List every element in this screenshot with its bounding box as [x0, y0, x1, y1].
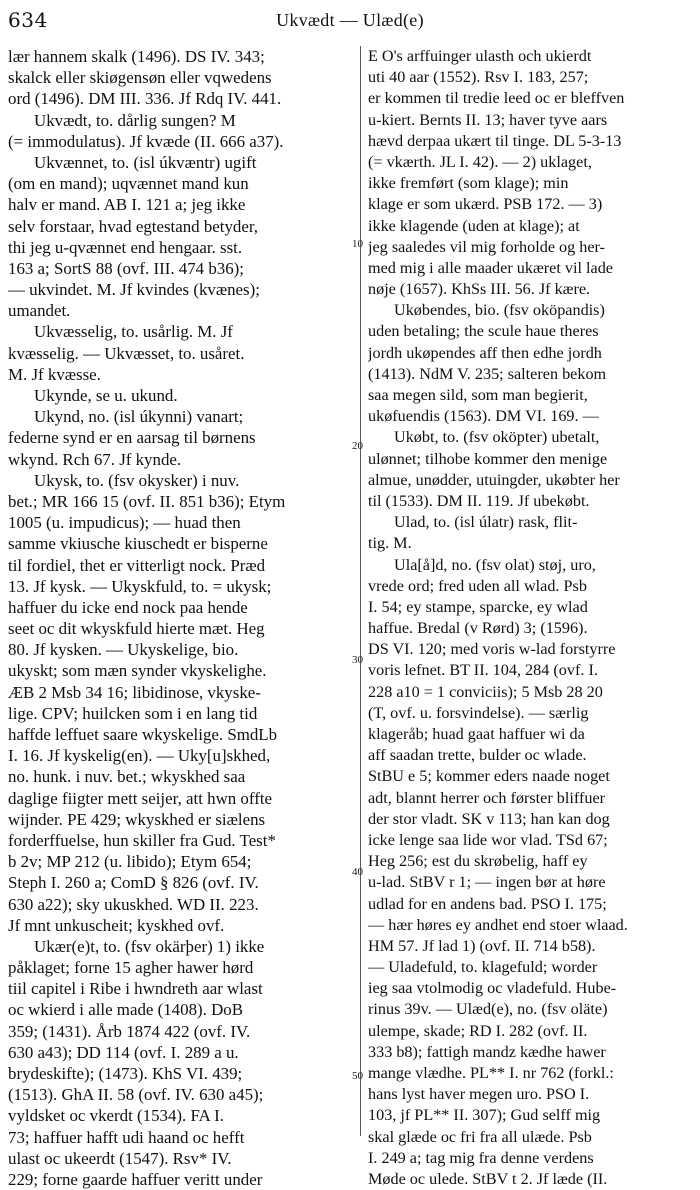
right-column [368, 46, 690, 1190]
text-line: Heg 256; est du skrøbelig, haff ey [368, 852, 588, 871]
text-line: tig. M. [368, 534, 412, 553]
text-line: Ukvæsselig, to. usårlig. M. Jf [34, 322, 233, 342]
text-line: skal glæde oc fri fra all ulæde. Psb [368, 1127, 592, 1146]
text-line: I. 249 a; tag mig fra denne verdens [368, 1148, 594, 1167]
text-line: Steph I. 260 a; ComD § 826 (ovf. IV. [8, 873, 259, 893]
text-line: 359; (1431). Årb 1874 422 (ovf. IV. [8, 1021, 251, 1041]
text-line: klageråb; huad gaat haffuer wi da [368, 725, 585, 743]
text-line: ÆB 2 Msb 34 16; libidinose, vkyske- [8, 682, 261, 702]
text-line: (= vkærth. JL I. 42). — 2) uklaget, [368, 152, 592, 171]
text-line: (= immodulatus). Jf kvæde (II. 666 a37). [8, 131, 284, 151]
text-line: Ukvænnet, to. (isl úkvæntr) ugift [34, 152, 257, 172]
text-line: samme vkiusche kiuschedt er bisperne [8, 534, 268, 554]
page-header [8, 4, 692, 40]
text-line: 333 b8); fattigh mandz kædhe hawer [368, 1042, 606, 1061]
text-line: med mig i alle maader ukæret vil lade [368, 258, 613, 277]
text-line: 163 a; SortS 88 (ovf. III. 474 b36); [8, 258, 244, 278]
text-line: uti 40 aar (1552). Rsv I. 183, 257; [368, 68, 589, 87]
text-line: ulønnet; tilhobe kommer den menige [368, 449, 608, 468]
text-line: vyldsket oc vkerdt (1534). FA I. [8, 1106, 224, 1126]
text-line: — ukvindet. M. Jf kvindes (kvænes); [8, 280, 260, 300]
text-line: Ukynde, se u. ukund. [34, 386, 178, 405]
text-line: (1513). GhA II. 58 (ovf. IV. 630 a45); [8, 1085, 264, 1105]
text-line: bet.; MR 166 15 (ovf. II. 851 b36); Etym [8, 491, 286, 511]
text-line: påklaget; forne 15 agher hawer hørd [8, 958, 254, 978]
page-number: 634 [8, 8, 48, 32]
text-line: ikke klagende (uden at klage); at [368, 216, 580, 235]
text-line: uden betaling; the scule haue theres [368, 322, 599, 341]
text-line: u-lad. StBV r 1; — ingen bør at høre [368, 873, 606, 892]
text-line: klage er som ukærd. PSB 172. — 3) [368, 195, 603, 214]
text-line: umandet. [8, 301, 71, 321]
text-line: vrede ord; fred uden all wlad. Psb [368, 576, 587, 595]
text-line: halv er mand. AB I. 121 a; jeg ikke [8, 195, 246, 215]
text-line: Jf mnt unkuscheit; kyskhed ovf. [8, 915, 225, 935]
text-line: (1413). NdM V. 235; salteren bekom [368, 364, 607, 383]
text-line: 228 a10 = 1 conviciis); 5 Msb 28 20 [368, 682, 603, 701]
text-line: jordh ukøpendes aff then edhe jordh [368, 343, 602, 362]
text-line: udlad for en andens bad. PSO I. 175; [368, 894, 607, 913]
running-head: Ukvædt — Ulæd(e) [276, 10, 424, 30]
text-line: daglige fiigter mett seijer, att hwn offte [8, 788, 273, 808]
text-line: 13. Jf kysk. — Ukyskfuld, to. = ukysk; [8, 576, 272, 596]
column-divider [360, 46, 361, 1136]
text-line: seet oc dit wkyskfuld hierte mæt. Heg [8, 619, 265, 639]
text-line: — hær høres ey andhet end stoer wlaad. [368, 915, 628, 934]
text-line: thi jeg u-qvænnet end hengaar. sst. [8, 237, 243, 257]
text-line: E O's arffuinger ulasth och ukierdt [368, 47, 592, 65]
text-line: der stor vladt. SK v 113; han kan dog [368, 809, 610, 828]
text-line: 229; forne gaarde haffuer veritt under [8, 1169, 263, 1189]
text-line: I. 54; ey stampe, sparcke, ey wlad [368, 597, 588, 616]
text-line: u-kiert. Bernts II. 13; haver tyve aars [368, 110, 608, 129]
text-line: jeg saaledes vil mig forholde og her- [368, 237, 606, 256]
text-line: HM 57. Jf lad 1) (ovf. II. 714 b58). [368, 936, 596, 955]
text-line: Ukøbendes, bio. (fsv oköpandis) [394, 301, 605, 320]
text-line: DS VI. 120; med voris w-lad forstyrre [368, 640, 616, 659]
text-line: Ula[å]d, no. (fsv olat) støj, uro, [394, 555, 596, 574]
text-line: 80. Jf kysken. — Ukyskelige, bio. [8, 640, 239, 660]
text-line: forderffuelse, hun skiller fra Gud. Test* [8, 830, 276, 850]
text-line: 630 a22); sky ukuskhed. WD II. 223. [8, 894, 259, 914]
text-line: (om en mand); uqvænnet mand kun [8, 174, 249, 194]
text-line: 1005 (u. impudicus); — huad then [8, 513, 241, 533]
text-line: Ukær(e)t, to. (fsv okärþer) 1) ikke [34, 936, 265, 956]
text-line: haffde leffuet saare wkyskelige. SmdLb [8, 725, 278, 744]
text-line: Ulad, to. (isl úlatr) rask, flit- [394, 513, 578, 532]
text-line: kvæsselig. — Ukvæsset, to. usåret. [8, 343, 245, 363]
text-line: lige. CPV; huilcken som i en lang tid [8, 703, 258, 723]
text-line: ord (1496). DM III. 336. Jf Rdq IV. 441. [8, 89, 282, 109]
text-line: hans lyst haver megen uro. PSO I. [368, 1085, 590, 1104]
text-line: no. hunk. i nuv. bet.; wkyskhed saa [8, 767, 246, 787]
text-line: ieg saa vtolmodig oc vladefuld. Hube- [368, 979, 617, 998]
text-line: Ukynd, no. (isl úkynni) vanart; [34, 407, 244, 427]
text-line: Ukøbt, to. (fsv oköpter) ubetalt, [394, 428, 600, 447]
text-line: 630 a43); DD 114 (ovf. I. 289 a u. [8, 1042, 239, 1062]
text-line: voris lefnet. BT II. 104, 284 (ovf. I. [368, 661, 598, 680]
text-line: haffuer du icke end nock paa hende [8, 597, 248, 617]
margin-line-number: 20 [352, 440, 363, 452]
text-line: mange vlædhe. PL** I. nr 762 (forkl.: [368, 1064, 614, 1082]
text-line: StBU e 5; kommer eders naade noget [368, 767, 610, 786]
text-line: skalck eller skiøgensøn eller vqwedens [8, 68, 272, 88]
text-line: (T, ovf. u. forsvindelse). — særlig [368, 703, 589, 722]
margin-line-number: 30 [352, 654, 363, 666]
text-line: wijnder. PE 429; wkyskhed er siælens [8, 809, 266, 829]
text-line: rinus 39v. — Ulæd(e), no. (fsv oläte) [368, 1000, 608, 1019]
text-line: adt, blannt herrer och førster bliffuer [368, 788, 606, 807]
margin-line-number: 10 [352, 238, 363, 250]
text-line: Ukysk, to. (fsv okysker) i nuv. [34, 470, 240, 490]
text-line: til (1533). DM II. 119. Jf ubekøbt. [368, 491, 590, 510]
text-line: 103, jf PL** II. 307); Gud selff mig [368, 1106, 601, 1125]
text-line: ukyskt; som mæn synder vkyskelighe. [8, 661, 267, 681]
text-line: selv forstaar, hvad egtestand betyder, [8, 216, 259, 236]
text-line: almue, unødder, utuingder, ukøbter her [368, 470, 620, 489]
text-line: til fordiel, thet er vitterligt nock. Præd [8, 555, 266, 575]
text-line: aff saadan trette, bulder oc wlade. [368, 746, 587, 765]
text-line: Ukvædt, to. dårlig sungen? M [34, 110, 236, 130]
text-line: I. 16. Jf kyskelig(en). — Uky[u]skhed, [8, 746, 271, 766]
text-line: 73; haffuer hafft udi haand oc hefft [8, 1127, 245, 1147]
text-line: nøje (1657). KhSs III. 56. Jf kære. [368, 280, 591, 299]
text-line: federne synd er en aarsag til børnens [8, 428, 256, 448]
text-line: saa megen sild, som man begierit, [368, 386, 588, 404]
text-line: hævd derpaa ukært til tinge. DL 5-3-13 [368, 131, 622, 150]
text-line: ikke fremført (som klage); min [368, 174, 569, 193]
text-line: wkynd. Rch 67. Jf kynde. [8, 449, 182, 469]
text-line: haffue. Bredal (v Rørd) 3; (1596). [368, 619, 588, 638]
text-line: ulempe, skade; RD I. 282 (ovf. II. [368, 1021, 588, 1040]
margin-line-number: 40 [352, 866, 363, 878]
margin-line-number: 50 [352, 1070, 363, 1082]
left-column [8, 46, 353, 1190]
text-line: — Uladefuld, to. klagefuld; worder [368, 958, 598, 977]
text-line: M. Jf kvæsse. [8, 364, 101, 384]
text-line: b 2v; MP 212 (u. libido); Etym 654; [8, 852, 252, 872]
text-line: ukøfuendis (1563). DM VI. 169. — [368, 407, 599, 426]
text-line: tiil capitel i Ribe i hwndreth aar wlast [8, 979, 263, 999]
text-line: Møde oc ulede. StBV t 2. Jf læde (II. [368, 1169, 608, 1188]
text-line: brydeskifte); (1473). KhS VI. 439; [8, 1064, 243, 1083]
text-line: lær hannem skalk (1496). DS IV. 343; [8, 47, 265, 66]
text-line: icke lenge saa lide wor vlad. TSd 67; [368, 830, 608, 849]
text-line: er kommen til tredie leed oc er bleffven [368, 89, 625, 108]
text-line: ulast oc ukeerdt (1547). Rsv* IV. [8, 1148, 232, 1168]
text-line: oc wkierd i alle made (1408). DoB [8, 1000, 243, 1020]
